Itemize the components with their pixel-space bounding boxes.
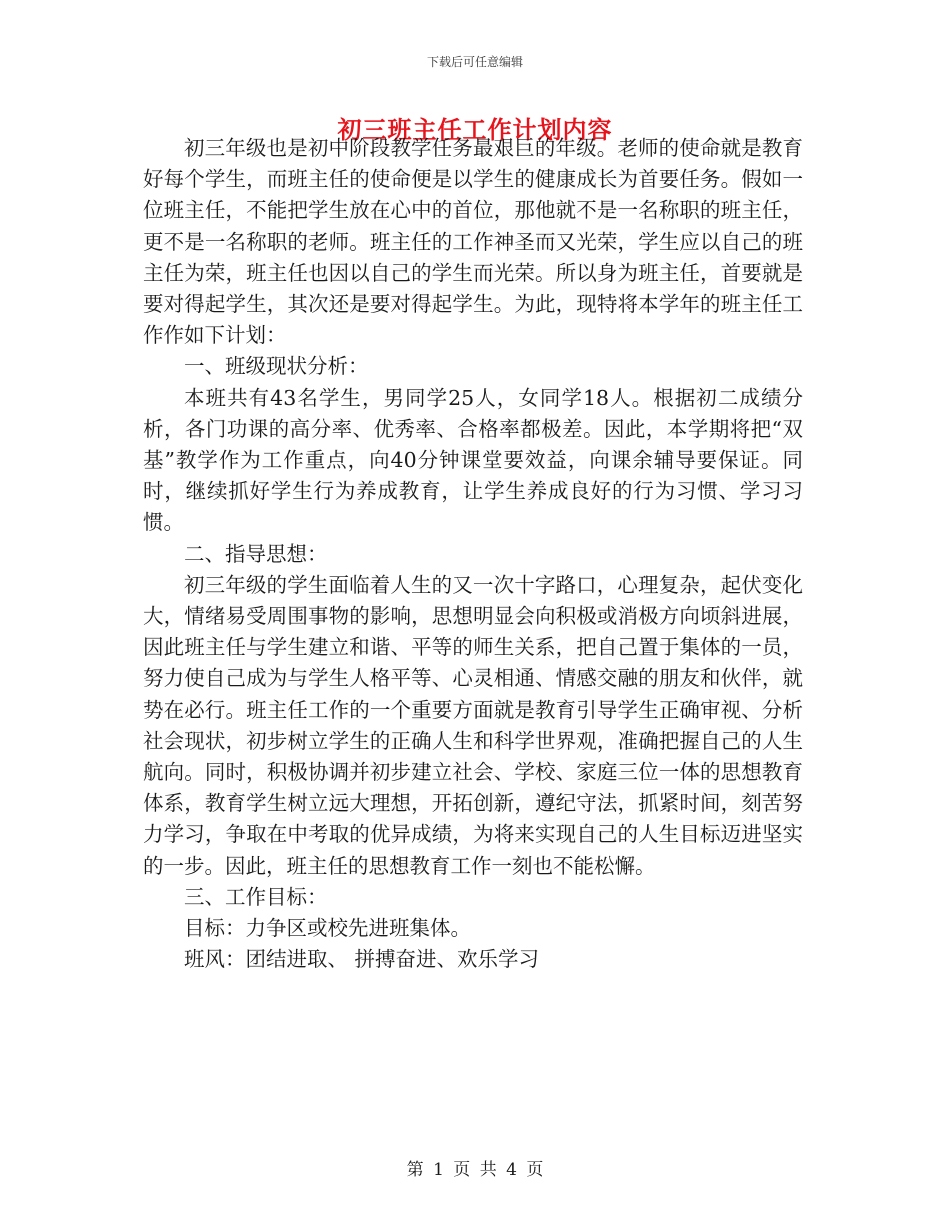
paragraph-goal: 目标：力争区或校先进班集体。 — [184, 916, 471, 941]
document-title: 初三班主任工作计划内容 — [337, 115, 613, 144]
paragraph-guiding-thought: 初三年级的学生面临着人生的又一次十字路口，心理复杂，起伏变化大，情绪易受周围事物的影响，思想明显会向积极或消极方向顷斜进展，因此班主任与学生建立和谐、平等的师生关系，把自己置于集体的一员，努力使自己成为与学生人格平等、心灵相通、情感交融的朋友和伙伴，就势在必行。班主任工作的一个重要方面就是教育引导学生正确审视、分析社会现状，初步树立学生的正确人生和科学世界观，准确把握自己的人生航向。同时，积极协调并初步建立社会、学校、家庭三位一体的思想教育体系，教育学生树立远大理想，开拓创新，遵纪守法，抓紧时间，刻苦努力学习，争取在中考取的优异成绩，为将来实现自己的人生目标迈进坚实的一步。因此，班主任的思想教育工作一刻也不能松懈。 — [143, 572, 803, 878]
document-body — [143, 133, 803, 975]
paragraph-class-status: 本班共有43名学生，男同学25人，女同学18人。根据初二成绩分析，各门功课的高分率、优秀率、合格率都极差。因此，本学期将把“双基”教学作为工作重点，向40分钟课堂要效益，向课余辅导要保证。同时，继续抓好学生行为养成教育，让学生养成良好的行为习惯、学习习惯。 — [143, 385, 803, 535]
section-heading-1: 一、班级现状分析： — [184, 354, 369, 379]
paragraph-intro: 初三年级也是初中阶段教学任务最艰巨的年级。老师的使命就是教育好每个学生，而班主任的使命便是以学生的健康成长为首要任务。假如一位班主任，不能把学生放在心中的首位，那他就不是一名称职的班主任，更不是一名称职的老师。班主任的工作神圣而又光荣，学生应以自己的班主任为荣，班主任也因以自己的学生而光荣。所以身为班主任，首要就是要对得起学生，其次还是要对得起学生。为此，现特将本学年的班主任工作作如下计划： — [143, 136, 803, 348]
header-note: 下载后可任意编辑 — [426, 55, 523, 69]
section-heading-2: 二、指导思想： — [184, 541, 328, 566]
paragraph-class-motto: 班风：团结进取、 拼搏奋进、欢乐学习 — [184, 947, 540, 972]
page-number: 第 1 页 共 4 页 — [406, 1160, 544, 1180]
section-heading-3: 三、工作目标： — [184, 884, 328, 909]
